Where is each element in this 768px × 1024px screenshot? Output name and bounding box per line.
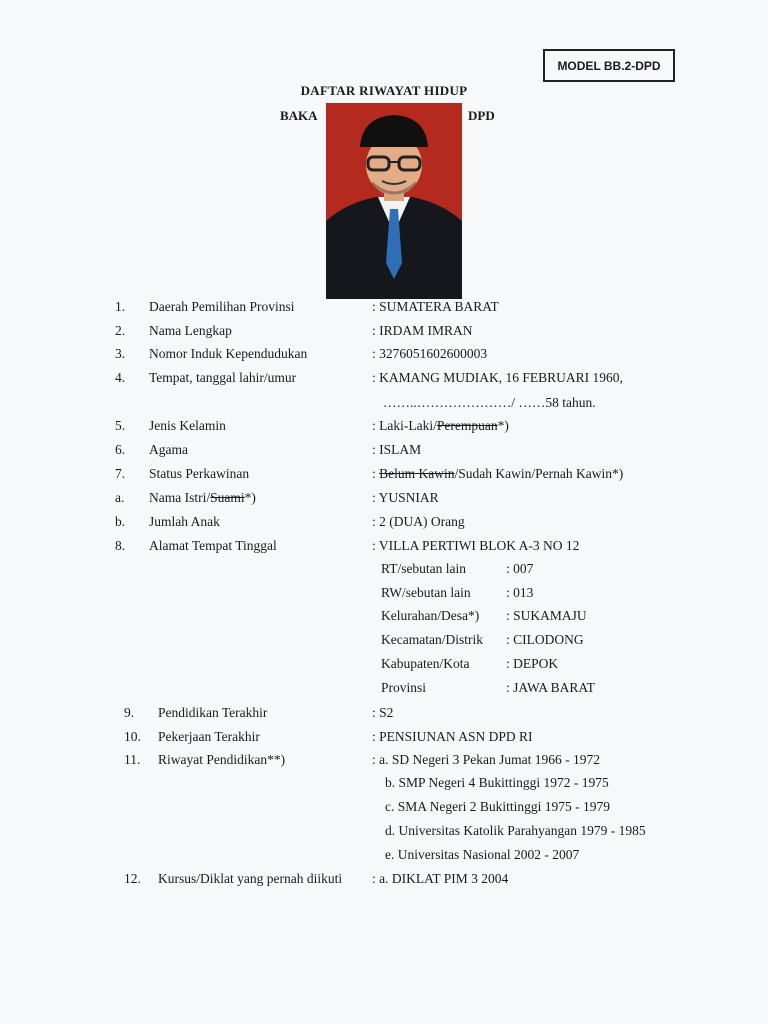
row-12-number: 12.	[124, 871, 141, 886]
education-item: : a. SD Negeri 3 Pekan Jumat 1966 - 1972	[372, 752, 600, 767]
address-rt-label: RT/sebutan lain	[381, 561, 467, 576]
address-provinsi-label: Provinsi	[381, 680, 427, 695]
address-kabupaten-value: : DEPOK	[506, 656, 559, 671]
row-a-label-prefix: Nama Istri/	[149, 490, 211, 505]
row-2-label: Nama Lengkap	[149, 323, 232, 338]
education-item: b. SMP Negeri 4 Bukittinggi 1972 - 1975	[385, 775, 609, 790]
portrait-illustration	[326, 103, 462, 299]
row-9-value: : S2	[372, 705, 394, 720]
row-5-value-prefix: : Laki-Laki/	[372, 418, 437, 433]
address-kecamatan-label: Kecamatan/Distrik	[381, 632, 483, 647]
row-5-number: 5.	[115, 418, 126, 433]
row-10-label: Pekerjaan Terakhir	[158, 729, 260, 744]
address-kelurahan-label: Kelurahan/Desa*)	[381, 608, 480, 623]
row-a-number: a.	[115, 490, 125, 505]
row-5-value-struck: Perempuan	[436, 418, 498, 433]
education-item: e. Universitas Nasional 2002 - 2007	[385, 847, 580, 862]
row-5-label: Jenis Kelamin	[149, 418, 226, 433]
row-7-label: Status Perkawinan	[149, 466, 250, 481]
row-6-number: 6.	[115, 442, 126, 457]
education-item: c. SMA Negeri 2 Bukittinggi 1975 - 1979	[385, 799, 610, 814]
row-a-label-struck: Suami	[210, 490, 245, 505]
document-title: DAFTAR RIWAYAT HIDUP	[300, 83, 468, 98]
row-5-value	[372, 418, 509, 434]
row-12-value: : a. DIKLAT PIM 3 2004	[372, 871, 509, 886]
row-7-value-prefix: :	[372, 466, 380, 481]
row-3-label: Nomor Induk Kependudukan	[149, 346, 308, 361]
row-6-label: Agama	[149, 442, 188, 457]
row-4-number: 4.	[115, 370, 126, 385]
row-7-value-suffix: /Sudah Kawin/Pernah Kawin*)	[454, 466, 624, 481]
row-5-value-suffix: *)	[497, 418, 509, 433]
address-kecamatan-value: : CILODONG	[506, 632, 584, 647]
address-provinsi-value: : JAWA BARAT	[506, 680, 595, 695]
row-9-number: 9.	[124, 705, 135, 720]
subtitle-right: DPD	[468, 108, 495, 123]
row-b-number: b.	[115, 514, 126, 529]
row-1-label: Daerah Pemilihan Provinsi	[149, 299, 295, 314]
model-code: MODEL BB.2-DPD	[557, 58, 661, 73]
row-a-label-suffix: *)	[244, 490, 256, 505]
subtitle-left: BAKA	[280, 108, 318, 123]
address-rw-value: : 013	[506, 585, 534, 600]
row-8-number: 8.	[115, 538, 126, 553]
row-11-label: Riwayat Pendidikan**)	[158, 752, 286, 767]
address-kabupaten-label: Kabupaten/Kota	[381, 656, 470, 671]
address-rt-value: : 007	[506, 561, 534, 576]
row-8-label: Alamat Tempat Tinggal	[149, 538, 277, 553]
row-3-value: : 3276051602600003	[372, 346, 488, 361]
row-b-label: Jumlah Anak	[149, 514, 220, 529]
row-4-label: Tempat, tanggal lahir/umur	[149, 370, 297, 385]
row-b-value: : 2 (DUA) Orang	[372, 514, 465, 529]
row-2-value: : IRDAM IMRAN	[372, 323, 473, 338]
row-3-number: 3.	[115, 346, 126, 361]
row-7-value	[372, 466, 623, 482]
row-2-number: 2.	[115, 323, 126, 338]
row-a-value: : YUSNIAR	[372, 490, 439, 505]
row-7-value-struck: Belum Kawin	[379, 466, 455, 481]
row-11-number: 11.	[124, 752, 141, 767]
row-4-value: : KAMANG MUDIAK, 16 FEBRUARI 1960,	[372, 370, 623, 385]
row-1-number: 1.	[115, 299, 126, 314]
row-12-label: Kursus/Diklat yang pernah diikuti	[158, 871, 343, 886]
address-kelurahan-value: : SUKAMAJU	[506, 608, 587, 623]
education-item: d. Universitas Katolik Parahyangan 1979 - 1985	[385, 823, 646, 838]
row-6-value: : ISLAM	[372, 442, 422, 457]
address-rw-label: RW/sebutan lain	[381, 585, 471, 600]
model-code-box	[543, 49, 675, 82]
row-10-number: 10.	[124, 729, 141, 744]
row-a-label	[149, 490, 256, 506]
profile-photo	[326, 103, 462, 299]
row-7-number: 7.	[115, 466, 126, 481]
row-1-value: : SUMATERA BARAT	[372, 299, 499, 314]
row-9-label: Pendidikan Terakhir	[158, 705, 268, 720]
row-4-value-age: ……..…………………/ ……58 tahun.	[383, 395, 596, 410]
row-10-value: : PENSIUNAN ASN DPD RI	[372, 729, 533, 744]
row-8-value: : VILLA PERTIWI BLOK A-3 NO 12	[372, 538, 580, 553]
